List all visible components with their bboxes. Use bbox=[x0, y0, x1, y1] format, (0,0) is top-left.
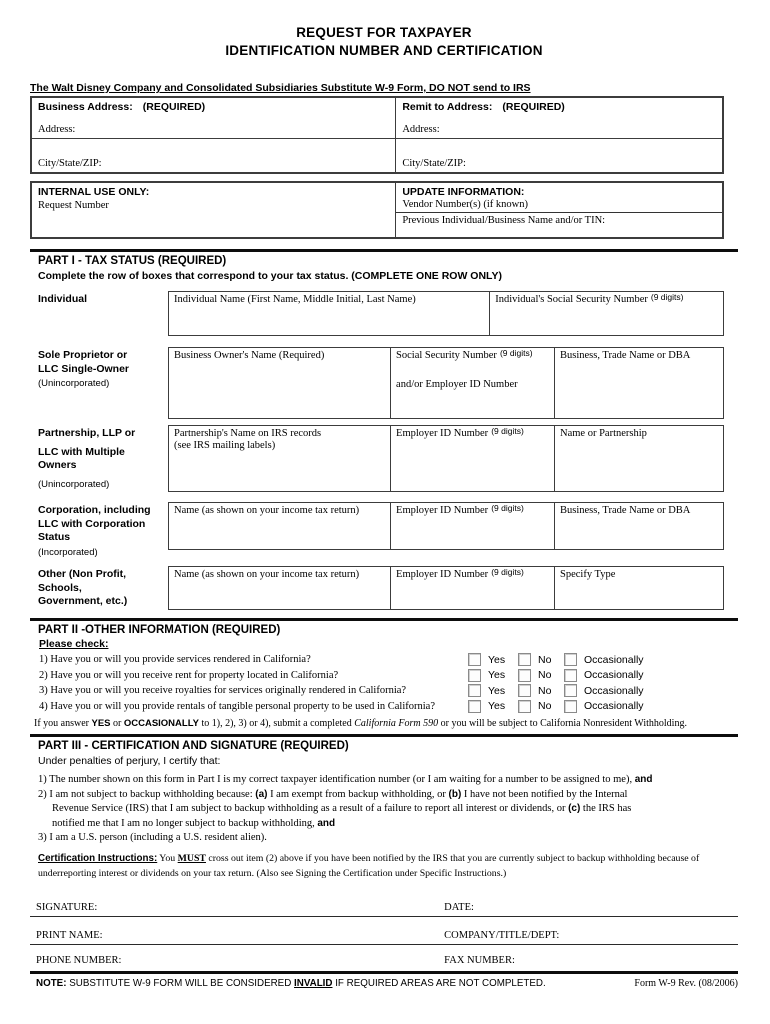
tax-status-row-partnership bbox=[30, 425, 738, 492]
certification-instructions bbox=[30, 851, 734, 881]
tax-status-label-line: Corporation, including bbox=[38, 504, 151, 516]
part3-title: PART III - CERTIFICATION AND SIGNATURE (REQUIRED) bbox=[38, 740, 349, 752]
question-2-options bbox=[468, 669, 724, 682]
individual-field-1[interactable] bbox=[169, 292, 489, 335]
q3-no-checkbox[interactable] bbox=[518, 684, 531, 697]
text-segment: INVALID bbox=[294, 977, 333, 989]
certification-item-3 bbox=[38, 831, 730, 846]
text-segment: and bbox=[634, 774, 653, 785]
option-no bbox=[518, 669, 564, 682]
partnership-field-3[interactable] bbox=[554, 426, 723, 491]
part2-footnote bbox=[30, 718, 732, 729]
tax-status-label-other bbox=[30, 566, 168, 610]
perjury-intro: Under penalties of perjury, I certify that: bbox=[38, 755, 221, 767]
text-segment: 2) I am not subject to backup withholding because: bbox=[38, 788, 256, 800]
checkbox-label-occasionally: Occasionally bbox=[584, 700, 644, 713]
text-segment: (c) bbox=[568, 803, 581, 814]
tax-status-sublabel: (Unincorporated) bbox=[38, 378, 110, 389]
corporation-field-2[interactable] bbox=[390, 503, 554, 549]
option-yes bbox=[468, 669, 518, 682]
other-field-3[interactable] bbox=[554, 567, 723, 609]
remit-address-label: Address: bbox=[402, 124, 440, 135]
checkbox-label-occasionally: Occasionally bbox=[584, 669, 644, 682]
text-segment: cross out item (2) above if you have been notified by the IRS that you are currently subject to backup withholding because of underreporting interest or dividends on your tax return. (Also see Signing the Certification under Specific Instructions.) bbox=[38, 852, 700, 879]
tax-status-row-other bbox=[30, 566, 738, 610]
checkbox-label-no: No bbox=[538, 684, 552, 697]
text-segment: MUST bbox=[177, 852, 206, 864]
option-occasionally bbox=[564, 653, 724, 666]
q1-yes-checkbox[interactable] bbox=[468, 653, 481, 666]
form-title bbox=[30, 24, 738, 60]
remit-citystatezip-label: City/State/ZIP: bbox=[402, 158, 466, 169]
certification-items bbox=[30, 773, 730, 846]
footer-row bbox=[30, 978, 738, 989]
digits-note: (9 digits) bbox=[491, 567, 524, 577]
option-no bbox=[518, 700, 564, 713]
question-2-text: 2) Have you or will you receive rent for property located in California? bbox=[39, 669, 339, 681]
tax-status-fields-other bbox=[168, 566, 724, 610]
q3-yes-checkbox[interactable] bbox=[468, 684, 481, 697]
option-yes bbox=[468, 700, 518, 713]
question-1-options bbox=[468, 653, 724, 666]
text-segment: notified me that I am no longer subject to backup withholding, bbox=[52, 817, 318, 829]
tax-status-label-line: Partnership, LLP or bbox=[38, 427, 136, 439]
q4-no-checkbox[interactable] bbox=[518, 700, 531, 713]
checkbox-label-no: No bbox=[538, 669, 552, 682]
question-3-text: 3) Have you or will you receive royalties for services originally rendered in California? bbox=[39, 685, 407, 697]
text-segment: or bbox=[110, 718, 124, 729]
option-occasionally bbox=[564, 684, 724, 697]
signature-row-print-name[interactable] bbox=[30, 917, 738, 945]
text-segment: If you answer bbox=[34, 718, 92, 729]
internal-use-table bbox=[30, 181, 724, 239]
digits-note: (9 digits) bbox=[491, 503, 524, 513]
tax-status-label-partnership bbox=[30, 425, 168, 492]
text-segment: (b) bbox=[448, 788, 462, 800]
date-label: DATE: bbox=[444, 901, 474, 913]
q4-yes-checkbox[interactable] bbox=[468, 700, 481, 713]
tax-status-sublabel: (Unincorporated) bbox=[38, 478, 110, 490]
tax-status-row-individual bbox=[30, 291, 738, 336]
tax-status-label-line: Government, etc.) bbox=[38, 595, 128, 607]
remit-address-field[interactable] bbox=[396, 98, 722, 138]
note-divider bbox=[30, 971, 738, 974]
form-subtitle: The Walt Disney Company and Consolidated Subsidiaries Substitute W-9 Form, DO NOT send to IRS bbox=[30, 82, 531, 94]
partnership-field-1[interactable] bbox=[169, 426, 390, 491]
text-segment: You bbox=[157, 852, 178, 864]
text-segment: 1) The number shown on this form in Part I is my correct taxpayer identification number (or I am waiting for a number to be assigned to me), bbox=[38, 774, 635, 785]
business-address-label: Address: bbox=[38, 124, 76, 135]
tax-status-label-line: LLC with Corporation Status bbox=[38, 517, 146, 543]
text-segment: NOTE: bbox=[36, 977, 67, 989]
q2-no-checkbox[interactable] bbox=[518, 669, 531, 682]
tax-status-label-line: LLC Single-Owner bbox=[38, 362, 130, 375]
certification-item-2 bbox=[38, 788, 730, 832]
q1-occasionally-checkbox[interactable] bbox=[564, 653, 577, 666]
field-caption: Social Security Number (9 digits) bbox=[396, 348, 533, 361]
signature-row-signature[interactable] bbox=[30, 889, 738, 917]
business-citystatezip-field[interactable] bbox=[32, 139, 396, 172]
question-row-2 bbox=[30, 668, 724, 684]
address-table bbox=[30, 96, 724, 174]
q2-occasionally-checkbox[interactable] bbox=[564, 669, 577, 682]
tax-status-label-corporation bbox=[30, 502, 168, 559]
form-revision: Form W-9 Rev. (08/2006) bbox=[634, 977, 738, 989]
option-occasionally bbox=[564, 669, 724, 682]
text-segment: I have not been notified by the Internal bbox=[461, 788, 628, 800]
field-caption: Business Owner's Name (Required) bbox=[174, 350, 325, 361]
digits-note: (9 digits) bbox=[491, 426, 524, 436]
checkbox-label-occasionally: Occasionally bbox=[584, 653, 644, 666]
tax-status-label-individual bbox=[30, 291, 168, 336]
checkbox-label-yes: Yes bbox=[488, 700, 506, 713]
part1-title: PART I - TAX STATUS (REQUIRED) bbox=[38, 255, 227, 267]
question-4-text: 4) Have you or will you provide rentals of tangible personal property to be used in California? bbox=[39, 700, 435, 712]
field-caption: Individual Name (First Name, Middle Initial, Last Name) bbox=[174, 294, 416, 305]
tax-status-row-corporation bbox=[30, 502, 738, 559]
part2-title: PART II -OTHER INFORMATION (REQUIRED) bbox=[38, 624, 281, 636]
tax-status-label-sole-proprietor bbox=[30, 347, 168, 419]
company-title-dept-label: COMPANY/TITLE/DEPT: bbox=[444, 929, 560, 941]
sole-proprietor-field-2[interactable] bbox=[390, 348, 554, 418]
business-address-header: Business Address: (REQUIRED) bbox=[38, 101, 206, 113]
remit-citystatezip-field[interactable] bbox=[396, 139, 722, 172]
phone-number-label: PHONE NUMBER: bbox=[36, 954, 122, 966]
q4-occasionally-checkbox[interactable] bbox=[564, 700, 577, 713]
checkbox-label-occasionally: Occasionally bbox=[584, 684, 644, 697]
sole-proprietor-field-1[interactable] bbox=[169, 348, 390, 418]
note-text bbox=[36, 978, 546, 989]
text-segment: to 1), 2), 3) or 4), submit a completed bbox=[198, 718, 355, 729]
option-occasionally bbox=[564, 700, 724, 713]
text-segment: SUBSTITUTE W-9 FORM WILL BE CONSIDERED bbox=[66, 977, 295, 989]
tax-status-label-line: Sole Proprietor or bbox=[38, 349, 128, 361]
text-segment: California Form 590 bbox=[354, 718, 439, 729]
form-title-line1: REQUEST FOR TAXPAYER bbox=[296, 25, 472, 40]
text-segment: (a) bbox=[255, 788, 268, 800]
option-no bbox=[518, 684, 564, 697]
field-caption-line2: and/or Employer ID Number bbox=[396, 379, 518, 390]
text-segment: YES bbox=[91, 718, 111, 729]
text-segment: the IRS has bbox=[580, 803, 632, 814]
field-caption: Name or Partnership bbox=[560, 428, 647, 439]
tax-status-fields-sole-proprietor bbox=[168, 347, 724, 419]
request-number-label: Request Number bbox=[38, 200, 109, 211]
checkbox-label-no: No bbox=[538, 700, 552, 713]
tax-status-fields-corporation bbox=[168, 502, 724, 550]
checkbox-label-yes: Yes bbox=[488, 684, 506, 697]
question-row-3 bbox=[30, 683, 724, 699]
text-segment: Certification Instructions: bbox=[38, 852, 158, 864]
print-name-label: PRINT NAME: bbox=[36, 929, 103, 941]
please-check-label: Please check: bbox=[39, 638, 109, 650]
update-information-header: UPDATE INFORMATION: bbox=[402, 186, 525, 198]
field-caption: Employer ID Number (9 digits) bbox=[396, 567, 524, 580]
remit-address-header: Remit to Address: (REQUIRED) bbox=[402, 101, 565, 113]
certification-item-1 bbox=[38, 773, 730, 788]
address-table-row2 bbox=[32, 139, 722, 172]
text-segment: or you will be subject to California Nonresident Withholding. bbox=[438, 718, 687, 729]
field-caption: Specify Type bbox=[560, 569, 616, 580]
option-yes bbox=[468, 653, 518, 666]
tax-status-label-line: Other (Non Profit, Schools, bbox=[38, 568, 127, 594]
form-title-line2: IDENTIFICATION NUMBER AND CERTIFICATION bbox=[225, 43, 543, 58]
field-caption: Business, Trade Name or DBA bbox=[560, 350, 691, 361]
question-row-1 bbox=[30, 652, 724, 668]
part1-subtitle: Complete the row of boxes that correspond to your tax status. (COMPLETE ONE ROW ONLY) bbox=[38, 270, 502, 282]
question-4-options bbox=[468, 700, 724, 713]
previous-name-tin-field[interactable]: Previous Individual/Business Name and/or TIN: bbox=[402, 215, 606, 226]
field-caption: Name (as shown on your income tax return) bbox=[174, 505, 360, 516]
tax-status-sublabel: (Incorporated) bbox=[38, 546, 98, 558]
sole-proprietor-field-3[interactable] bbox=[554, 348, 723, 418]
corporation-field-3[interactable] bbox=[554, 503, 723, 549]
part2-divider bbox=[30, 618, 738, 621]
text-segment: IF REQUIRED AREAS ARE NOT COMPLETED. bbox=[332, 977, 546, 989]
request-number-field[interactable] bbox=[32, 183, 396, 237]
checkbox-label-yes: Yes bbox=[488, 669, 506, 682]
fax-number-label: FAX NUMBER: bbox=[444, 954, 515, 966]
signature-block bbox=[30, 889, 738, 969]
business-citystatezip-label: City/State/ZIP: bbox=[38, 158, 102, 169]
text-segment: I am exempt from backup withholding, or bbox=[267, 788, 449, 800]
field-caption: Name (as shown on your income tax return) bbox=[174, 569, 360, 580]
internal-use-header: INTERNAL USE ONLY: bbox=[38, 186, 150, 198]
option-yes bbox=[468, 684, 518, 697]
tax-status-fields-individual bbox=[168, 291, 724, 336]
digits-note: (9 digits) bbox=[499, 348, 533, 358]
field-caption: Employer ID Number (9 digits) bbox=[396, 503, 524, 516]
question-3-options bbox=[468, 684, 724, 697]
text-segment: Revenue Service (IRS) that I am subject to backup withholding as a result of a failure to report all interest or dividends, or bbox=[52, 803, 569, 814]
tax-status-label-line: LLC with Multiple Owners bbox=[38, 445, 125, 471]
corporation-field-1[interactable] bbox=[169, 503, 390, 549]
q2-yes-checkbox[interactable] bbox=[468, 669, 481, 682]
option-no bbox=[518, 653, 564, 666]
california-questions bbox=[30, 652, 738, 714]
update-information-cell bbox=[396, 183, 722, 237]
vendor-number-field[interactable]: Vendor Number(s) (if known) bbox=[396, 198, 722, 213]
address-table-row1 bbox=[32, 98, 722, 139]
checkbox-label-yes: Yes bbox=[488, 653, 506, 666]
tax-status-rows bbox=[30, 291, 738, 610]
part1-divider bbox=[30, 249, 738, 252]
other-field-2[interactable] bbox=[390, 567, 554, 609]
other-field-1[interactable] bbox=[169, 567, 390, 609]
text-segment: OCCASIONALLY bbox=[123, 718, 199, 729]
part3-divider bbox=[30, 734, 738, 737]
text-segment: and bbox=[317, 817, 336, 829]
question-1-text: 1) Have you or will you provide services rendered in California? bbox=[39, 654, 311, 666]
checkbox-label-no: No bbox=[538, 653, 552, 666]
q1-no-checkbox[interactable] bbox=[518, 653, 531, 666]
tax-status-row-sole-proprietor bbox=[30, 347, 738, 419]
digits-note: (9 digits) bbox=[650, 292, 684, 302]
individual-field-2[interactable] bbox=[489, 292, 723, 335]
tax-status-label-line: Individual bbox=[38, 293, 88, 305]
q3-occasionally-checkbox[interactable] bbox=[564, 684, 577, 697]
field-caption: Individual's Social Security Number (9 digits) bbox=[495, 292, 684, 305]
field-caption: Employer ID Number (9 digits) bbox=[396, 426, 524, 439]
field-caption: Business, Trade Name or DBA bbox=[560, 505, 691, 516]
question-row-4 bbox=[30, 699, 724, 715]
partnership-field-2[interactable] bbox=[390, 426, 554, 491]
field-caption: Partnership's Name on IRS records bbox=[174, 428, 322, 439]
tax-status-fields-partnership bbox=[168, 425, 724, 492]
signature-label: SIGNATURE: bbox=[36, 901, 98, 913]
text-segment: 3) I am a U.S. person (including a U.S. resident alien). bbox=[38, 832, 267, 843]
field-caption-line2: (see IRS mailing labels) bbox=[174, 440, 276, 451]
signature-row-phone-number[interactable] bbox=[30, 945, 738, 969]
business-address-field[interactable] bbox=[32, 98, 396, 138]
